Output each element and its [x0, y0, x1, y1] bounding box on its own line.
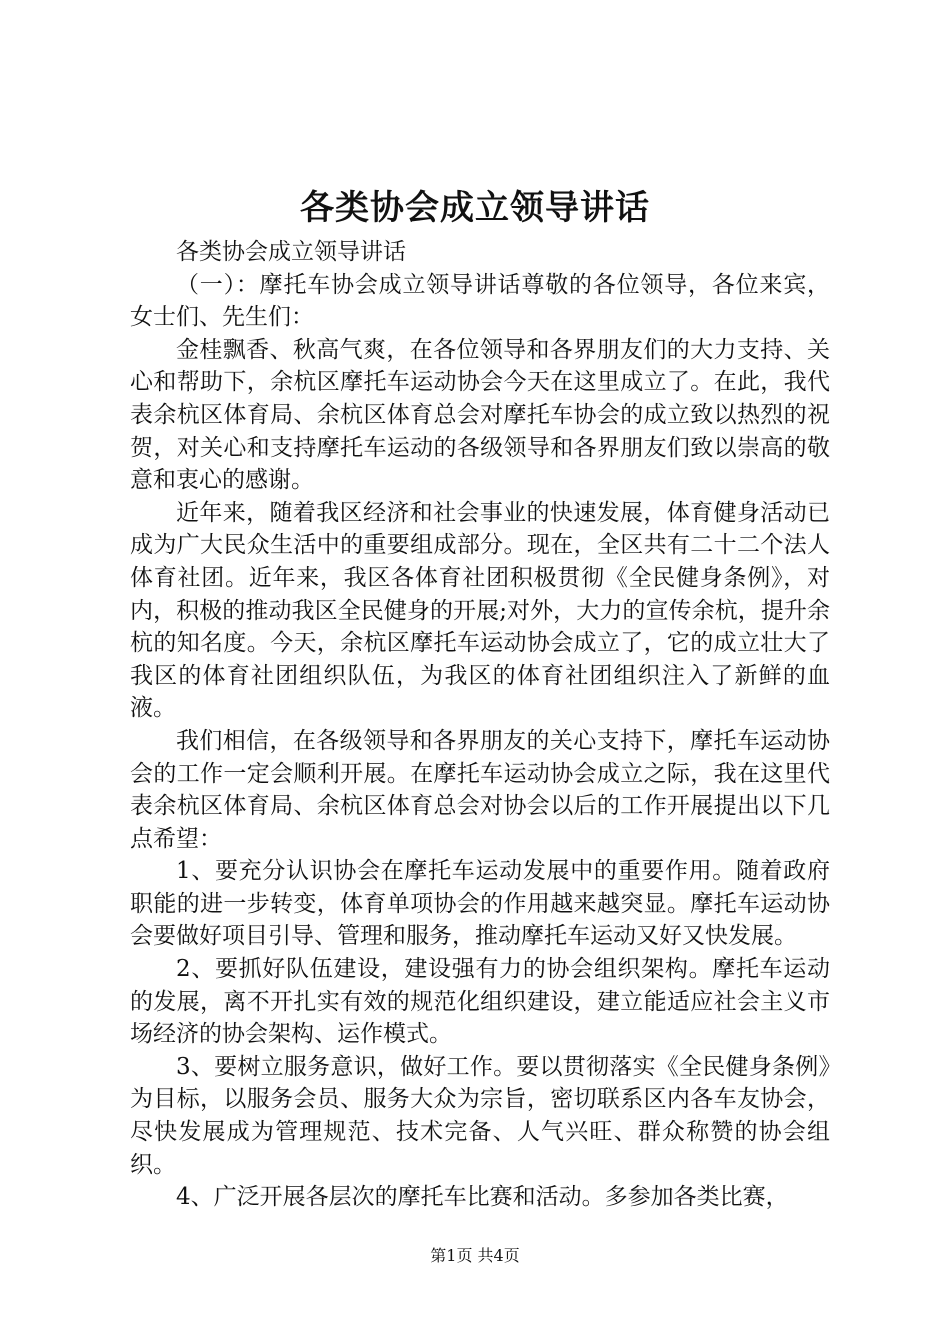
paragraph-hopes-intro: 我们相信，在各级领导和各界朋友的关心支持下，摩托车运动协会的工作一定会顺利开展。在摩托车运动协会成立之际，我在这里代表余杭区体育局、余杭区体育总会对协会以后的工作开展提出以下几点希望：: [130, 727, 830, 852]
paragraph-point-3: 3、要树立服务意识，做好工作。要以贯彻落实《全民健身条例》为目标，以服务会员、服务大众为宗旨，密切联系区内各车友协会，尽快发展成为管理规范、技术完备、人气兴旺、群众称赞的协会组织。: [130, 1053, 830, 1178]
paragraph-subtitle: 各类协会成立领导讲话: [176, 239, 406, 265]
paragraph-congratulations: 金桂飘香、秋高气爽，在各位领导和各界朋友们的大力支持、关心和帮助下，余杭区摩托车运动协会今天在这里成立了。在此，我代表余杭区体育局、余杭区体育总会对摩托车协会的成立致以热烈的祝贺，对关心和支持摩托车运动的各级领导和各界朋友们致以崇高的敬意和衷心的感谢。: [130, 336, 830, 494]
document-body: [130, 236, 830, 1214]
document-title: 各类协会成立领导讲话: [300, 188, 650, 228]
paragraph-greeting: （一）：摩托车协会成立领导讲话尊敬的各位领导，各位来宾，女士们、先生们：: [130, 271, 830, 331]
paragraph-point-4: 4、广泛开展各层次的摩托车比赛和活动。多参加各类比赛，: [176, 1184, 789, 1211]
paragraph-point-2: 2、要抓好队伍建设，建设强有力的协会组织架构。摩托车运动的发展，离不开扎实有效的规范化组织建设，建立能适应社会主义市场经济的协会架构、运作模式。: [130, 956, 830, 1048]
paragraph-point-1: 1、要充分认识协会在摩托车运动发展中的重要作用。随着政府职能的进一步转变，体育单项协会的作用越来越突显。摩托车运动协会要做好项目引导、管理和服务，推动摩托车运动又好又快发展。: [130, 858, 830, 950]
page-number: 第1页 共4页: [430, 1246, 520, 1265]
paragraph-background: 近年来，随着我区经济和社会事业的快速发展，体育健身活动已成为广大民众生活中的重要组成部分。现在，全区共有二十二个法人体育社团。近年来，我区各体育社团积极贯彻《全民健身条例》，对内，积极的推动我区全民健身的开展;对外，大力的宣传余杭，提升余杭的知名度。今天，余杭区摩托车运动协会成立了，它的成立壮大了我区的体育社团组织队伍，为我区的体育社团组织注入了新鲜的血液。: [130, 499, 830, 722]
